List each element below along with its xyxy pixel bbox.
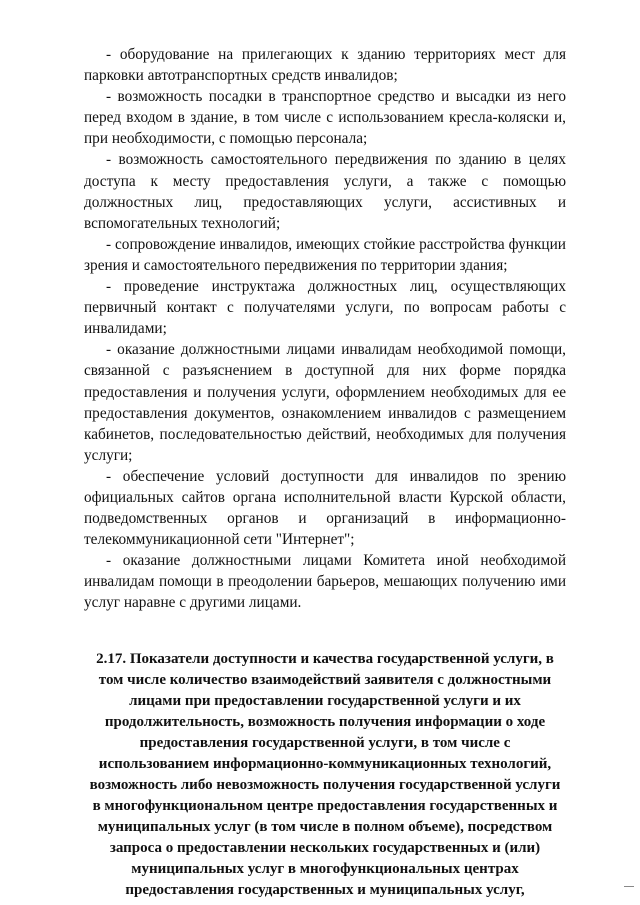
paragraph-briefing: - проведение инструктажа должностных лиц, осуществляющих первичный контакт с получателями услуги, по вопросам работы с инвалидами;	[84, 278, 566, 338]
section-heading-2-17: 2.17. Показатели доступности и качества государственной услуги, в том числе количество взаимодействий заявителя с должностными лицами при предоставлении государственной услуги и их продолжительность, возможность получения информации о ходе предоставления государственной услуги, в том числе с использованием информационно-коммуникационных технологий, возможность либо невозможность получения государственной услуги в многофункциональном центре предоставления государственных и муниципальных услуг (в том числе в полном объеме), посредством запроса о предоставлении нескольких государственных и (или) муниципальных услуг в многофункциональных центрах предоставления государственных и муниципальных услуг,	[89, 650, 561, 898]
paragraph-escort: - сопровождение инвалидов, имеющих стойкие расстройства функции зрения и самостоятельного передвижения по территории здания;	[84, 235, 566, 274]
paragraph-assistance: - оказание должностными лицами инвалидам необходимой помощи, связанной с разъяснением в доступной для них форме порядка предоставления и получения услуги, оформлением необходимых для ее предоставления документов, ознакомлением инвалидов с размещением кабинетов, последовательностью действий, необходимых для получения услуги;	[84, 341, 566, 464]
paragraph-parking: - оборудование на прилегающих к зданию территориях мест для парковки автотранспортных средств инвалидов;	[84, 46, 566, 85]
paragraph-barriers: - оказание должностными лицами Комитета иной необходимой инвалидам помощи в преодолении барьеров, мешающих получению ими услуг наравне с другими лицами.	[84, 552, 566, 612]
document-page	[84, 44, 566, 901]
paragraph-movement: - возможность самостоятельного передвижения по зданию в целях доступа к месту предоставления услуги, а также с помощью должностных лиц, предоставляющих услуги, ассистивных и вспомогательных технологий;	[84, 151, 566, 232]
page-edge-mark	[624, 886, 634, 887]
paragraph-website-accessibility: - обеспечение условий доступности для инвалидов по зрению официальных сайтов органа исполнительной власти Курской области, подведомственных органов и организаций в информационно-телекоммуникационной сети "Интернет";	[84, 467, 566, 549]
paragraph-boarding: - возможность посадки в транспортное средство и высадки из него перед входом в здание, в том числе с использованием кресла-коляски и, при необходимости, с помощью персонала;	[84, 88, 566, 148]
